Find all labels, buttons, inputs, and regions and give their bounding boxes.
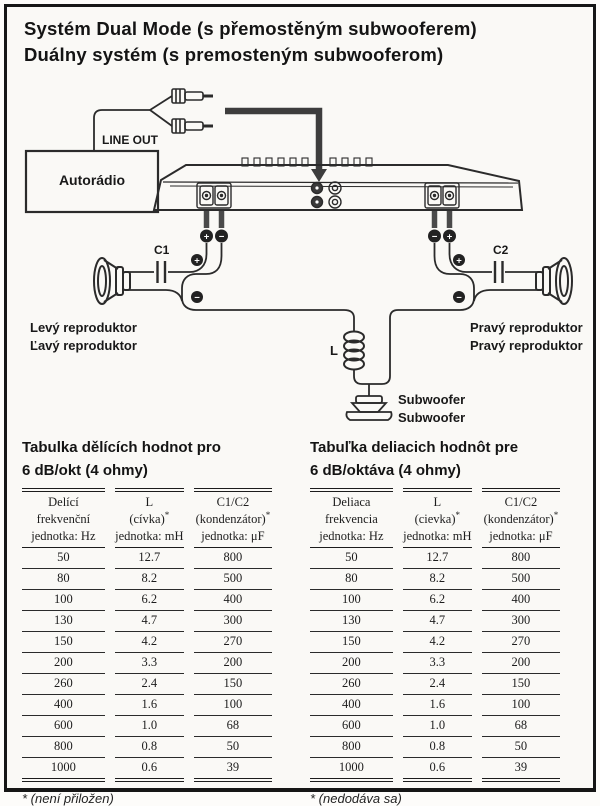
svg-text:−: − (431, 231, 438, 243)
amplifier-icon (154, 158, 522, 210)
table-row (310, 611, 560, 632)
wiring-diagram-svg (14, 84, 586, 436)
c2-label: C2 (493, 243, 509, 257)
table-cell: 100 (22, 590, 105, 611)
table-cell: 4.2 (403, 632, 472, 653)
table-row (310, 758, 560, 782)
table-cell: 8.2 (403, 569, 472, 590)
values-table (300, 488, 570, 782)
speaker-lead-stubs (207, 211, 450, 228)
footnote: * (není přiložen) (22, 790, 114, 806)
capacitor-c1-icon (158, 261, 166, 283)
line-out-label: LINE OUT (102, 133, 158, 147)
svg-text:−: − (194, 292, 200, 304)
table-cell: 400 (482, 590, 560, 611)
table-cell: 150 (310, 632, 393, 653)
svg-text:−: − (456, 292, 462, 304)
page-title-line2: Duálny systém (s premosteným subwooferom) (24, 43, 444, 65)
autoradio-label: Autorádio (58, 172, 126, 188)
wiring-diagram (14, 84, 586, 436)
table-block-czech (22, 437, 292, 806)
table-cell: 1.0 (115, 716, 184, 737)
table-header-row (22, 488, 272, 548)
table-cell: 270 (482, 632, 560, 653)
table-row (310, 590, 560, 611)
table-cell: 800 (310, 737, 393, 758)
table-cell: 3.3 (403, 653, 472, 674)
table-cell: 260 (310, 674, 393, 695)
page-title-line1: Systém Dual Mode (s přemostěným subwooferem) (24, 18, 477, 39)
table-row (310, 674, 560, 695)
table-row (310, 653, 560, 674)
plus-badge (200, 230, 213, 243)
table-title: Tabuľka deliacich hodnôt pre 6 dB/oktáva (4 ohmy) (310, 439, 519, 479)
column-header-coil: L (cívka)* jednotka: mH (115, 488, 184, 548)
rca-input-jacks (312, 182, 342, 208)
table-cell: 130 (22, 611, 105, 632)
svg-text:+: + (194, 255, 200, 267)
table-cell: 80 (310, 569, 393, 590)
table-cell: 150 (194, 674, 272, 695)
table-cell: 68 (482, 716, 560, 737)
plus-badge (453, 254, 465, 266)
table-row (22, 674, 272, 695)
table-cell: 4.7 (403, 611, 472, 632)
c1-label: C1 (154, 243, 170, 257)
table-cell: 600 (22, 716, 105, 737)
table-row (22, 611, 272, 632)
table-cell: 2.4 (115, 674, 184, 695)
subwoofer-wires (354, 370, 382, 396)
table-cell: 4.2 (115, 632, 184, 653)
table-cell: 500 (194, 569, 272, 590)
table-cell: 800 (22, 737, 105, 758)
subwoofer-label-cs: Subwoofer (398, 392, 466, 407)
capacitor-c2-icon (495, 261, 503, 283)
svg-text:+: + (446, 231, 453, 243)
table-block-slovak (310, 437, 580, 806)
left-speaker-label-sk: Ľavý reproduktor (30, 338, 137, 353)
table-cell: 800 (482, 548, 560, 569)
table-cell: 80 (22, 569, 105, 590)
table-cell: 2.4 (403, 674, 472, 695)
table-cell: 800 (194, 548, 272, 569)
table-row (22, 548, 272, 569)
table-cell: 12.7 (403, 548, 472, 569)
table-cell: 400 (310, 695, 393, 716)
table-cell: 260 (22, 674, 105, 695)
table-cell: 200 (482, 653, 560, 674)
table-cell: 39 (482, 758, 560, 782)
table-row (22, 653, 272, 674)
right-speaker-icon (536, 258, 572, 304)
table-cell: 0.8 (115, 737, 184, 758)
table-cell: 68 (194, 716, 272, 737)
polarity-badges (191, 230, 465, 304)
table-row (22, 569, 272, 590)
table-cell: 150 (482, 674, 560, 695)
table-cell: 50 (310, 548, 393, 569)
table-cell: 4.7 (115, 611, 184, 632)
svg-text:+: + (456, 255, 462, 267)
plus-badge (191, 254, 203, 266)
table-row (22, 695, 272, 716)
minus-badge (428, 230, 441, 243)
left-speaker-label-cs: Levý reproduktor (30, 320, 137, 335)
table-cell: 8.2 (115, 569, 184, 590)
table-cell: 12.7 (115, 548, 184, 569)
table-cell: 39 (194, 758, 272, 782)
table-header-row (310, 488, 560, 548)
signal-cable (225, 111, 327, 182)
minus-badge (453, 291, 465, 303)
table-cell: 100 (310, 590, 393, 611)
table-cell: 1000 (310, 758, 393, 782)
table-row (22, 716, 272, 737)
table-cell: 100 (194, 695, 272, 716)
table-row (22, 758, 272, 782)
table-cell: 6.2 (403, 590, 472, 611)
table-cell: 600 (310, 716, 393, 737)
table-cell: 400 (22, 695, 105, 716)
table-cell: 1.6 (403, 695, 472, 716)
table-row (310, 569, 560, 590)
svg-text:−: − (218, 231, 225, 243)
table-cell: 150 (22, 632, 105, 653)
rca-plug-icon (172, 89, 213, 133)
minus-badge (191, 291, 203, 303)
values-table (12, 488, 282, 782)
table-cell: 270 (194, 632, 272, 653)
column-header-capacitor: C1/C2 (kondenzátor)* jednotka: μF (194, 488, 272, 548)
table-row (310, 716, 560, 737)
column-header-frequency: Delící frekvenční jednotka: Hz (22, 488, 105, 548)
table-cell: 0.6 (403, 758, 472, 782)
right-speaker-label-cs: Pravý reproduktor (470, 320, 583, 335)
svg-text:+: + (203, 231, 210, 243)
left-terminal-block (197, 183, 231, 208)
right-speaker-label-sk: Pravý reproduktor (470, 338, 583, 353)
table-cell: 50 (482, 737, 560, 758)
crossover-tables (22, 437, 580, 806)
column-header-frequency: Deliaca frekvencia jednotka: Hz (310, 488, 393, 548)
coil-label: L (330, 343, 338, 358)
column-header-capacitor: C1/C2 (kondenzátor)* jednotka: μF (482, 488, 560, 548)
table-cell: 6.2 (115, 590, 184, 611)
minus-badge (215, 230, 228, 243)
table-cell: 0.6 (115, 758, 184, 782)
table-cell: 50 (194, 737, 272, 758)
table-cell: 1000 (22, 758, 105, 782)
table-row (310, 632, 560, 653)
table-row (310, 737, 560, 758)
table-row (22, 590, 272, 611)
table-cell: 100 (482, 695, 560, 716)
table-row (22, 737, 272, 758)
table-cell: 300 (194, 611, 272, 632)
page-title (24, 16, 580, 67)
table-cell: 3.3 (115, 653, 184, 674)
table-cell: 200 (194, 653, 272, 674)
table-cell: 1.0 (403, 716, 472, 737)
table-row (310, 695, 560, 716)
table-title: Tabulka dělících hodnot pro 6 dB/okt (4 ohmy) (22, 439, 221, 479)
subwoofer-label-sk: Subwoofer (398, 410, 466, 425)
footnote: * (nedodáva sa) (310, 790, 402, 806)
table-cell: 200 (310, 653, 393, 674)
table-cell: 200 (22, 653, 105, 674)
table-cell: 130 (310, 611, 393, 632)
subwoofer-icon (346, 396, 391, 420)
table-cell: 500 (482, 569, 560, 590)
coil-icon (344, 332, 364, 370)
table-cell: 300 (482, 611, 560, 632)
plus-badge (443, 230, 456, 243)
table-cell: 0.8 (403, 737, 472, 758)
table-cell: 400 (194, 590, 272, 611)
left-speaker-icon (94, 258, 130, 304)
table-row (310, 548, 560, 569)
table-cell: 1.6 (115, 695, 184, 716)
column-header-coil: L (cievka)* jednotka: mH (403, 488, 472, 548)
table-cell: 50 (22, 548, 105, 569)
table-row (22, 632, 272, 653)
